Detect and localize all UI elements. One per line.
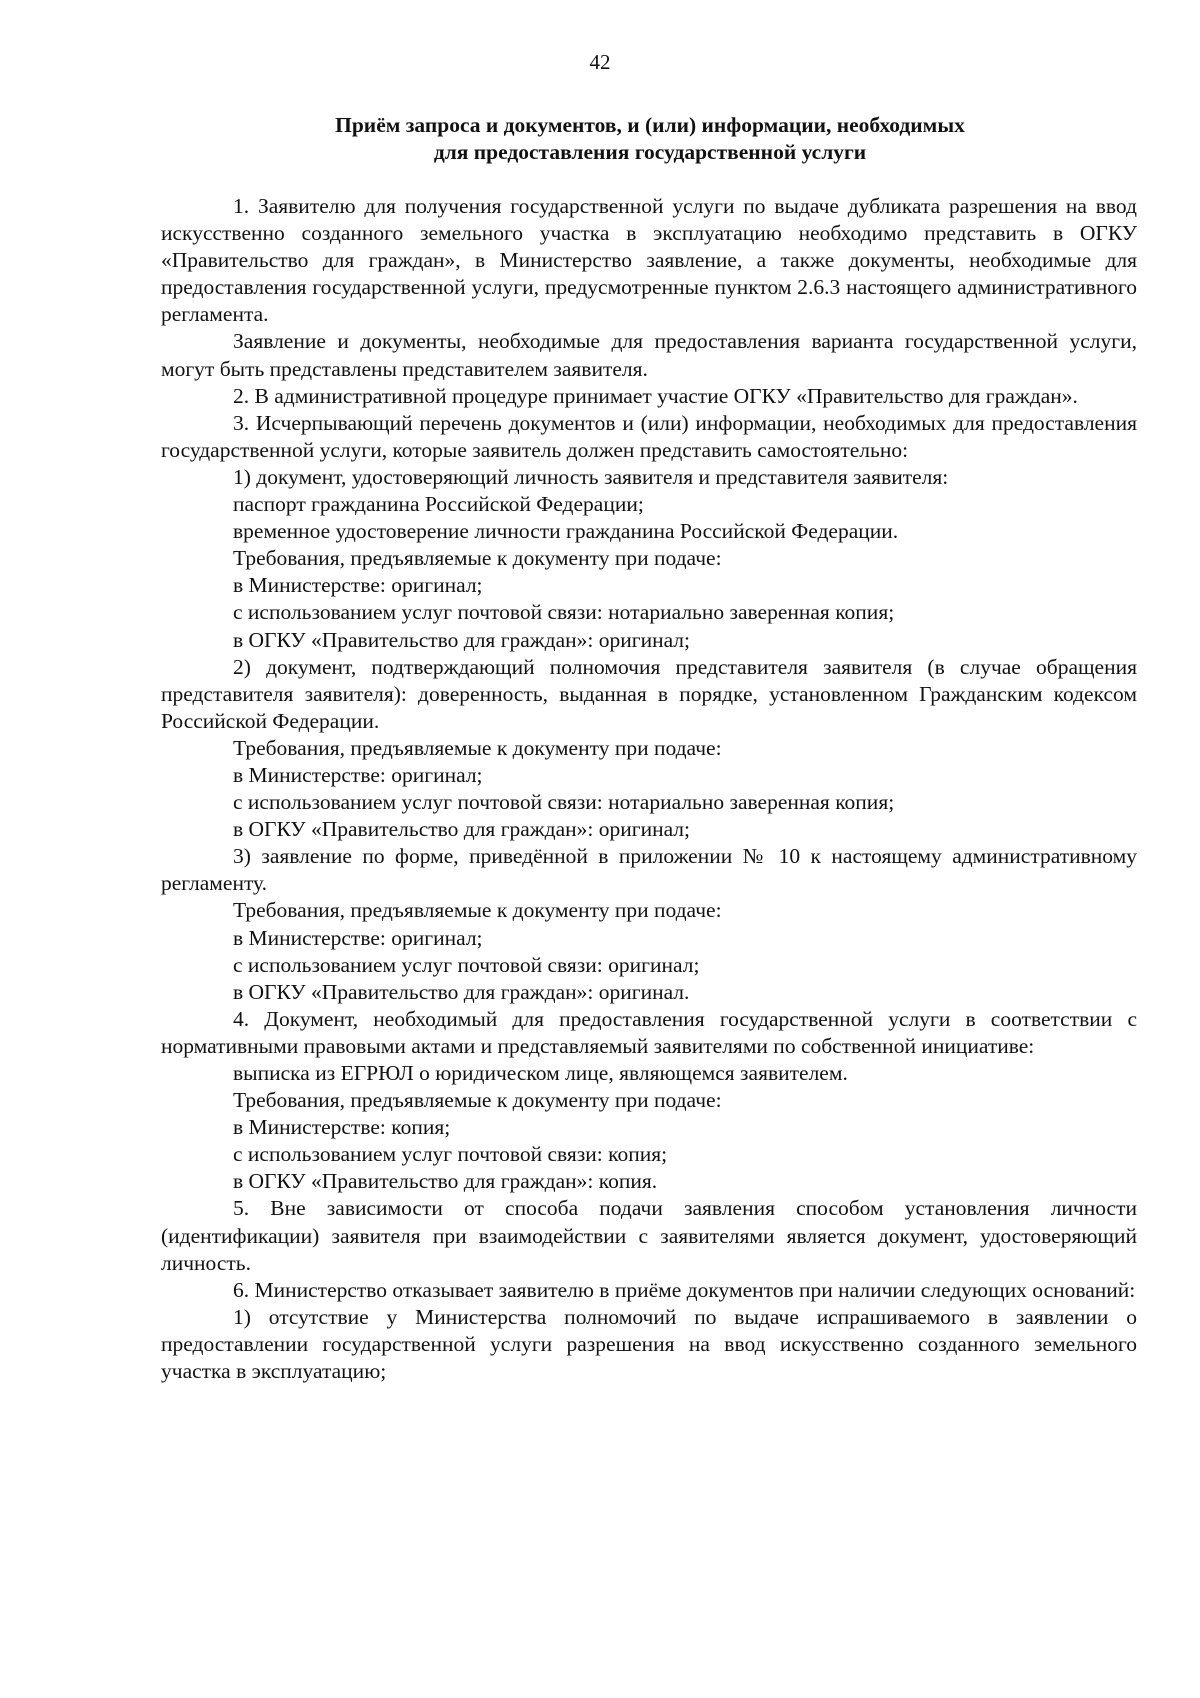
paragraph: в Министерстве: оригинал; [233,573,483,598]
paragraph: Требования, предъявляемые к документу при подаче: [233,546,722,571]
paragraph: 1) документ, удостоверяющий личность заявителя и представителя заявителя: [233,464,949,489]
paragraph: в ОГКУ «Правительство для граждан»: оригинал; [233,627,691,652]
document-body [161,193,1137,1385]
page-number: 42 [589,50,611,74]
paragraph: Требования, предъявляемые к документу при подаче: [233,898,722,923]
paragraph: в Министерстве: оригинал; [233,762,483,787]
section-heading-line-1: Приём запроса и документов, и (или) информации, необходимых [335,113,965,137]
section-heading [160,112,1140,166]
paragraph: Требования, предъявляемые к документу при подаче: [233,735,722,760]
paragraph: 2) документ, подтверждающий полномочия представителя заявителя (в случае обращения представителя заявителя): доверенность, выданная в порядке, установленном Гражданским кодексом Российской Федерации. [161,654,1137,733]
paragraph: с использованием услуг почтовой связи: нотариально заверенная копия; [233,600,895,625]
paragraph: Заявление и документы, необходимые для предоставления варианта государственной услуги, могут быть представлены представителем заявителя. [161,329,1137,381]
paragraph: с использованием услуг почтовой связи: нотариально заверенная копия; [233,790,895,815]
paragraph: 4. Документ, необходимый для предоставления государственной услуги в соответствии с нормативными правовыми актами и представляемый заявителями по собственной инициативе: [161,1006,1137,1058]
section-heading-line-2: для предоставления государственной услуги [433,140,867,164]
paragraph: в ОГКУ «Правительство для граждан»: оригинал; [233,817,691,842]
paragraph: в ОГКУ «Правительство для граждан»: копия. [233,1169,658,1194]
paragraph: 5. Вне зависимости от способа подачи заявления способом установления личности (идентификации) заявителя при взаимодействии с заявителями является документ, удостоверяющий личность. [161,1196,1137,1275]
paragraph: 6. Министерство отказывает заявителю в приёме документов при наличии следующих оснований: [233,1277,1136,1302]
paragraph: выписка из ЕГРЮЛ о юридическом лице, являющемся заявителем. [233,1061,848,1085]
paragraph: с использованием услуг почтовой связи: копия; [233,1142,668,1167]
paragraph: 1. Заявителю для получения государственной услуги по выдаче дубликата разрешения на ввод искусственно созданного земельного участка в эксплуатацию необходимо представить в ОГКУ «Правительство для граждан», в Министерство заявление, а также документы, необходимые для предоставления государственной услуги, предусмотренные пунктом 2.6.3 настоящего административного регламента. [161,194,1137,327]
paragraph: 1) отсутствие у Министерства полномочий по выдаче испрашиваемого в заявлении о предоставлении государственной услуги разрешения на ввод искусственно созданного земельного участка в эксплуатацию; [161,1304,1137,1384]
paragraph: в Министерстве: копия; [233,1115,451,1140]
paragraph: временное удостоверение личности гражданина Российской Федерации. [233,519,899,544]
paragraph: паспорт гражданина Российской Федерации; [233,492,644,517]
paragraph: 3) заявление по форме, приведённой в приложении № 10 к настоящему административному регламенту. [161,844,1137,896]
paragraph: в ОГКУ «Правительство для граждан»: оригинал. [233,979,690,1004]
paragraph: с использованием услуг почтовой связи: оригинал; [233,952,700,977]
paragraph: Требования, предъявляемые к документу при подаче: [233,1088,722,1113]
paragraph: в Министерстве: оригинал; [233,925,483,950]
paragraph: 2. В административной процедуре принимает участие ОГКУ «Правительство для граждан». [233,383,1078,408]
paragraph: 3. Исчерпывающий перечень документов и (или) информации, необходимых для предоставления государственной услуги, которые заявитель должен представить самостоятельно: [161,410,1137,462]
